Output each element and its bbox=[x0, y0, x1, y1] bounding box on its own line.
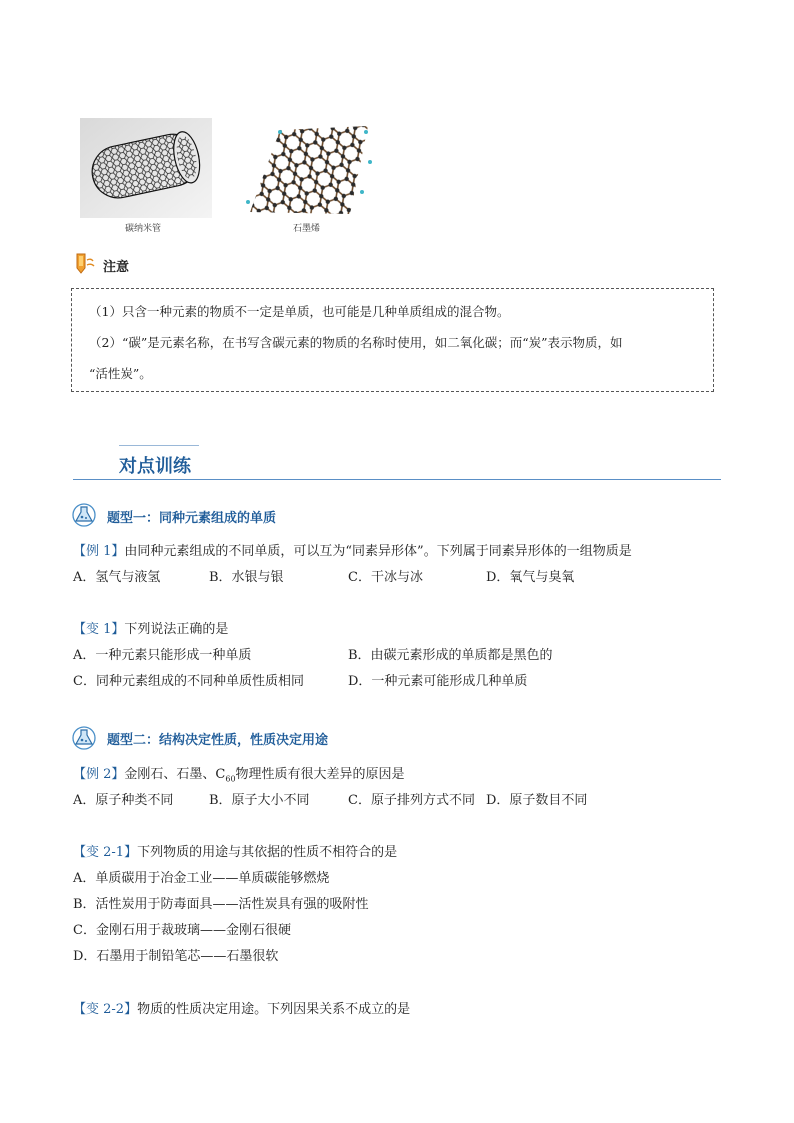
example-2-text-pre: 金刚石、石墨、C bbox=[124, 767, 226, 782]
type1-title: 题型一：同种元素组成的单质 bbox=[107, 511, 277, 526]
variant-2-2-stem bbox=[73, 998, 410, 1017]
example-2-option-c: C．原子排列方式不同 bbox=[348, 793, 475, 808]
variant-1-tag: 【变 1】 bbox=[73, 622, 125, 637]
variant-2-1-text: 下列物质的用途与其依据的性质不相符合的是 bbox=[137, 845, 398, 860]
carbon-nanotube-image bbox=[80, 118, 212, 218]
example-2-subscript: 60 bbox=[225, 774, 236, 784]
example-1-text: 由同种元素组成的不同单质，可以互为“同素异形体”。下列属于同素异形体的一组物质是 bbox=[124, 544, 632, 559]
example-1-option-b: B．水银与银 bbox=[209, 570, 284, 585]
variant-2-1-option-c: C．金刚石用于裁玻璃——金刚石很硬 bbox=[73, 923, 291, 938]
note-line-1: （1）只含一种元素的物质不一定是单质，也可能是几种单质组成的混合物。 bbox=[89, 304, 510, 319]
example-1-option-a: A．氢气与液氢 bbox=[73, 570, 161, 585]
example-2-option-a: A．原子种类不同 bbox=[73, 793, 174, 808]
example-2-option-d: D．原子数目不同 bbox=[486, 793, 588, 808]
example-1-tag: 【例 1】 bbox=[73, 544, 125, 559]
variant-2-1-option-b: B．活性炭用于防毒面具——活性炭具有强的吸附性 bbox=[73, 897, 369, 912]
variant-1-option-b: B．由碳元素形成的单质都是黑色的 bbox=[348, 648, 553, 663]
section-title: 对点训练 bbox=[119, 456, 191, 477]
graphene-caption: 石墨烯 bbox=[293, 224, 321, 234]
variant-1-option-d: D．一种元素可能形成几种单质 bbox=[348, 674, 528, 689]
nanotube-caption: 碳纳米管 bbox=[125, 224, 162, 234]
note-box bbox=[71, 288, 714, 392]
note-line-3: “活性炭”。 bbox=[89, 366, 152, 381]
graphene-image bbox=[240, 122, 376, 218]
note-title: 注意 bbox=[103, 260, 130, 275]
variant-2-1-stem bbox=[73, 841, 397, 860]
example-1-stem bbox=[73, 540, 632, 559]
example-1-option-d: D．氧气与臭氧 bbox=[486, 570, 575, 585]
variant-2-1-option-d: D．石墨用于制铅笔芯——石墨很软 bbox=[73, 949, 279, 964]
variant-1-option-a: A．一种元素只能形成一种单质 bbox=[73, 648, 252, 663]
example-2-tag: 【例 2】 bbox=[73, 767, 125, 782]
example-2-option-b: B．原子大小不同 bbox=[209, 793, 310, 808]
variant-2-1-tag: 【变 2-1】 bbox=[73, 845, 138, 860]
variant-1-stem bbox=[73, 618, 228, 637]
section-divider bbox=[73, 479, 721, 480]
pen-note-icon bbox=[72, 252, 96, 274]
section-overline bbox=[119, 445, 199, 446]
variant-1-option-c: C．同种元素组成的不同种单质性质相同 bbox=[73, 674, 304, 689]
example-2-stem bbox=[73, 763, 405, 784]
type2-title: 题型二：结构决定性质，性质决定用途 bbox=[107, 733, 329, 748]
flask-icon bbox=[70, 724, 98, 750]
flask-icon bbox=[70, 501, 98, 527]
example-1-option-c: C．干冰与冰 bbox=[348, 570, 423, 585]
example-2-text-post: 物理性质有很大差异的原因是 bbox=[235, 767, 405, 782]
variant-2-2-tag: 【变 2-2】 bbox=[73, 1002, 138, 1017]
note-line-2: （2）“碳”是元素名称，在书写含碳元素的物质的名称时使用，如二氧化碳；而“炭”表示物质，如 bbox=[89, 335, 623, 350]
variant-1-text: 下列说法正确的是 bbox=[124, 622, 229, 637]
variant-2-2-text: 物质的性质决定用途。下列因果关系不成立的是 bbox=[137, 1002, 411, 1017]
variant-2-1-option-a: A．单质碳用于冶金工业——单质碳能够燃烧 bbox=[73, 871, 330, 886]
